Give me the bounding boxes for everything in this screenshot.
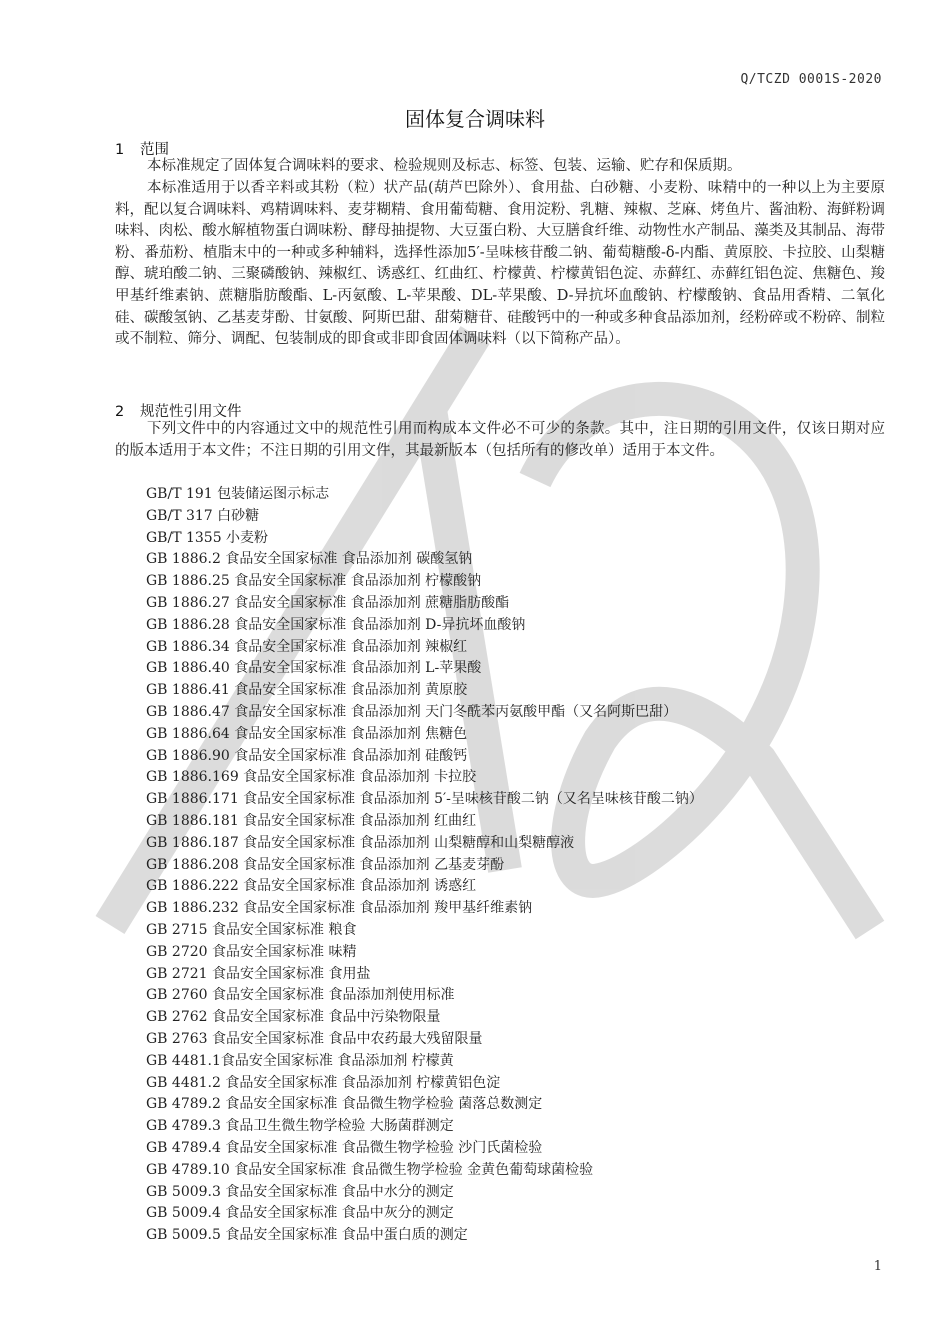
section-1-paragraph-1: 本标准规定了固体复合调味料的要求、检验规则及标志、标签、包装、运输、贮存和保质期。 <box>147 158 742 174</box>
reference-item: GB 4789.10 食品安全国家标准 食品微生物学检验 金黄色葡萄球菌检验 <box>146 1161 594 1178</box>
reference-item: GB 1886.181 食品安全国家标准 食品添加剂 红曲红 <box>146 812 477 829</box>
reference-item: GB 4789.4 食品安全国家标准 食品微生物学检验 沙门氏菌检验 <box>146 1139 543 1156</box>
reference-item: GB 1886.169 食品安全国家标准 食品添加剂 卡拉胶 <box>146 769 477 786</box>
reference-item: GB 2762 食品安全国家标准 食品中污染物限量 <box>146 1009 441 1026</box>
reference-item: GB 4789.2 食品安全国家标准 食品微生物学检验 菌落总数测定 <box>146 1096 543 1113</box>
reference-item: GB/T 1355 小麦粉 <box>146 529 269 546</box>
section-2-paragraph-1: 下列文件中的内容通过文中的规范性引用而构成本文件必不可少的条款。其中，注日期的引用文件，仅该日期对应的版本适用于本文件；不注日期的引用文件，其最新版本（包括所有的修改单）适用于本文件。 <box>115 421 885 459</box>
reference-item: GB 1886.232 食品安全国家标准 食品添加剂 羧甲基纤维素钠 <box>146 900 533 917</box>
reference-item: GB 5009.3 食品安全国家标准 食品中水分的测定 <box>146 1183 454 1200</box>
section-1-number: 1 <box>115 142 125 158</box>
reference-item: GB 1886.41 食品安全国家标准 食品添加剂 黄原胶 <box>146 682 468 699</box>
section-2-title: 规范性引用文件 <box>140 404 242 420</box>
reference-item: GB 5009.4 食品安全国家标准 食品中灰分的测定 <box>146 1205 454 1222</box>
section-1-paragraph-2: 本标准适用于以香辛料或其粉（粒）状产品(葫芦巴除外）、食用盐、白砂糖、小麦粉、味精中的一种以上为主要原料，配以复合调味料、鸡精调味料、麦芽糊精、食用葡萄糖、食用淀粉、乳糖、辣椒、芝麻、烤鱼片、酱油粉、海鲜粉调味料、肉松、酸水解植物蛋白调味粉、酵母抽提物、大豆蛋白粉、大豆膳食纤维、动物性水产制品、藻类及其制品、海带粉、番茄粉、植脂末中的一种或多种辅料，选择性添加5′-呈味核苷酸二钠、葡萄糖酸-δ-内酯、黄原胶、卡拉胶、山梨糖醇、琥珀酸二钠、三聚磷酸钠、辣椒红、诱惑红、红曲红、柠檬黄、柠檬黄铝色淀、赤藓红、赤藓红铝色淀、焦糖色、羧甲基纤维素钠、蔗糖脂肪酸酯、L-丙氨酸、L-苹果酸、DL-苹果酸、D-异抗坏血酸钠、柠檬酸钠、食品用香精、二氧化硅、碳酸氢钠、乙基麦芽酚、甘氨酸、阿斯巴甜、甜菊糖苷、硅酸钙中的一种或多种食品添加剂，经粉碎或不粉碎、制粒或不制粒、筛分、调配、包装制成的即食或非即食固体调味料（以下简称产品）。 <box>115 180 885 348</box>
reference-list <box>146 484 703 1247</box>
document-title: 固体复合调味料 <box>405 107 545 131</box>
reference-item: GB 1886.222 食品安全国家标准 食品添加剂 诱惑红 <box>146 878 477 895</box>
reference-item: GB 1886.64 食品安全国家标准 食品添加剂 焦糖色 <box>146 725 468 742</box>
reference-item: GB 1886.28 食品安全国家标准 食品添加剂 D-异抗坏血酸钠 <box>146 616 526 633</box>
reference-item: GB 2715 食品安全国家标准 粮食 <box>146 921 357 938</box>
reference-item: GB 1886.25 食品安全国家标准 食品添加剂 柠檬酸钠 <box>146 573 482 590</box>
page-number: 1 <box>873 1259 882 1274</box>
reference-item: GB 2720 食品安全国家标准 味精 <box>146 943 357 960</box>
reference-item: GB 1886.187 食品安全国家标准 食品添加剂 山梨糖醇和山梨糖醇液 <box>146 834 575 851</box>
reference-item: GB 4481.2 食品安全国家标准 食品添加剂 柠檬黄铝色淀 <box>146 1074 501 1091</box>
reference-item: GB 1886.34 食品安全国家标准 食品添加剂 辣椒红 <box>146 638 468 655</box>
section-1-title: 范围 <box>140 142 169 158</box>
reference-item: GB 1886.208 食品安全国家标准 食品添加剂 乙基麦芽酚 <box>146 856 505 873</box>
reference-item: GB/T 317 白砂糖 <box>146 507 260 524</box>
reference-item: GB 2760 食品安全国家标准 食品添加剂使用标准 <box>146 987 455 1004</box>
reference-item: GB 2721 食品安全国家标准 食用盐 <box>146 965 371 982</box>
reference-item: GB 1886.171 食品安全国家标准 食品添加剂 5′-呈味核苷酸二钠（又名呈味核苷酸二钠） <box>146 791 703 808</box>
section-2-number: 2 <box>115 404 125 420</box>
reference-item: GB 1886.40 食品安全国家标准 食品添加剂 L-苹果酸 <box>146 660 482 677</box>
standard-code: Q/TCZD 0001S-2020 <box>740 72 882 87</box>
reference-item: GB/T 191 包装储运图示标志 <box>146 486 330 502</box>
reference-item: GB 1886.2 食品安全国家标准 食品添加剂 碳酸氢钠 <box>146 551 473 568</box>
reference-item: GB 2763 食品安全国家标准 食品中农药最大残留限量 <box>146 1030 483 1047</box>
reference-item: GB 4789.3 食品卫生微生物学检验 大肠菌群测定 <box>146 1118 454 1135</box>
reference-item: GB 5009.5 食品安全国家标准 食品中蛋白质的测定 <box>146 1227 468 1244</box>
reference-item: GB 4481.1食品安全国家标准 食品添加剂 柠檬黄 <box>146 1052 454 1069</box>
reference-item: GB 1886.27 食品安全国家标准 食品添加剂 蔗糖脂肪酸酯 <box>146 594 510 611</box>
reference-item: GB 1886.47 食品安全国家标准 食品添加剂 天门冬酰苯丙氨酸甲酯（又名阿斯巴甜） <box>146 703 678 720</box>
section-2-heading <box>115 400 242 421</box>
reference-item: GB 1886.90 食品安全国家标准 食品添加剂 硅酸钙 <box>146 747 468 764</box>
